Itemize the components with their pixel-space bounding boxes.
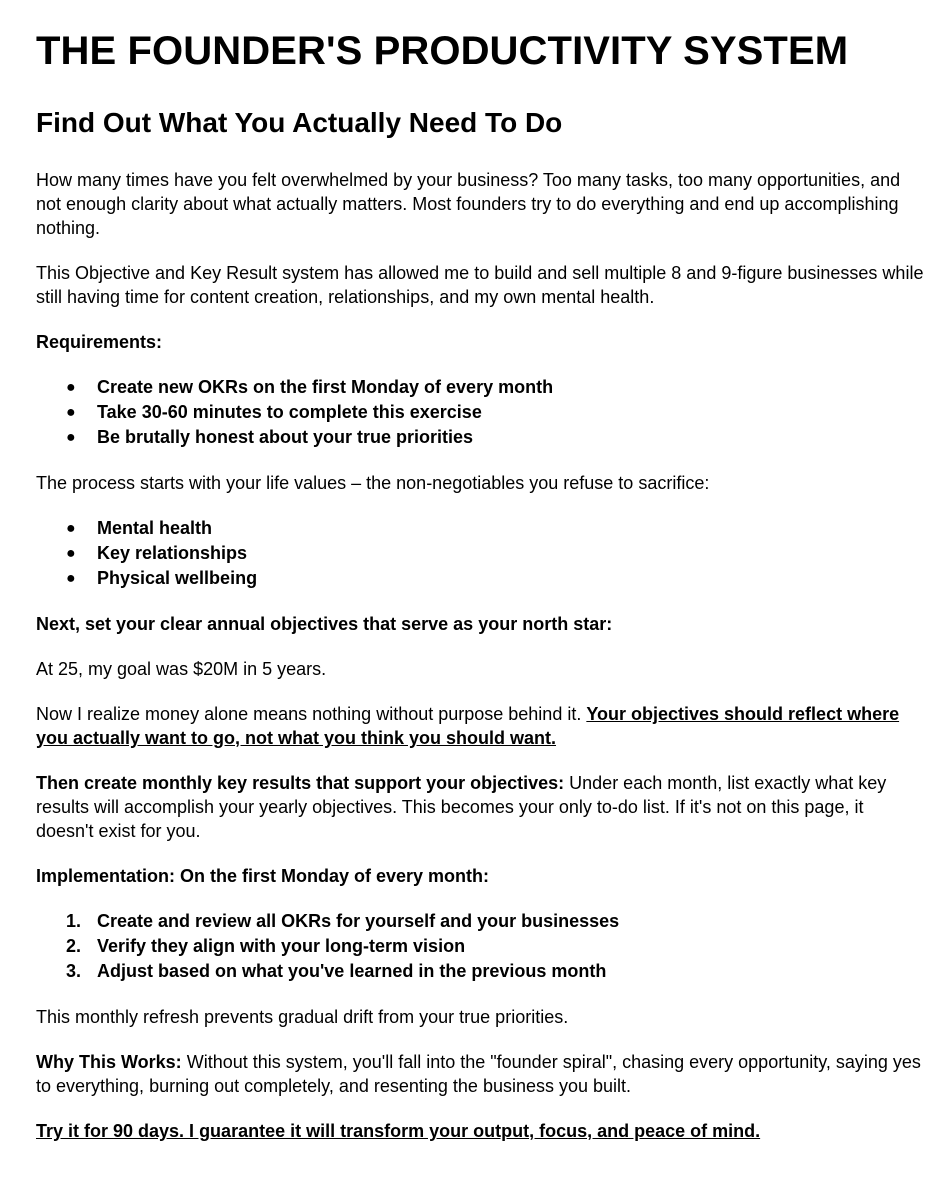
values-intro: The process starts with your life values – the non-negotiables you refuse to sacrifice:	[36, 473, 710, 493]
intro-paragraph: How many times have you felt overwhelmed by your business? Too many tasks, too many opportunities, and not enough clarity about what actually matters. Most founders try to do everything and end up accomplishing nothing.	[36, 170, 901, 238]
realize-paragraph	[36, 702, 924, 750]
monthly-plain: Under each month, list exactly what key results will accomplish your yearly objectives. This becomes your only to-do list. If it's not on this page, it doesn't exist for you.	[36, 773, 887, 841]
requirements-heading: Requirements:	[36, 332, 163, 352]
implementation-steps	[36, 909, 924, 984]
annual-heading: Next, set your clear annual objectives that serve as your north star:	[36, 614, 613, 634]
list-item	[36, 959, 924, 984]
list-item: ● Create new OKRs on the first Monday of every month	[36, 375, 924, 400]
closing-line: Try it for 90 days. I guarantee it will transform your output, focus, and peace of mind.	[36, 1121, 761, 1141]
monthly-bold: Then create monthly key results that support your objectives:	[36, 773, 565, 793]
step-number: 3.	[66, 961, 82, 981]
refresh-line: This monthly refresh prevents gradual drift from your true priorities.	[36, 1007, 569, 1027]
list-item: ● Mental health	[36, 516, 924, 541]
values-list	[36, 516, 924, 591]
step-text: Adjust based on what you've learned in the previous month	[97, 961, 607, 981]
step-text: Create and review all OKRs for yourself and your businesses	[97, 911, 620, 931]
goal-line: At 25, my goal was $20M in 5 years.	[36, 659, 327, 679]
step-number: 1.	[66, 911, 82, 931]
list-item: ● Be brutally honest about your true priorities	[36, 425, 924, 450]
why-paragraph	[36, 1050, 924, 1098]
list-item	[36, 934, 924, 959]
list-item: ● Take 30-60 minutes to complete this exercise	[36, 400, 924, 425]
requirements-list	[36, 375, 924, 450]
list-item: ● Key relationships	[36, 541, 924, 566]
list-item: ● Physical wellbeing	[36, 566, 924, 591]
okr-paragraph: This Objective and Key Result system has allowed me to build and sell multiple 8 and 9-figure businesses while still having time for content creation, relationships, and my own mental health.	[36, 263, 924, 307]
realize-plain: Now I realize money alone means nothing without purpose behind it.	[36, 704, 582, 724]
step-text: Verify they align with your long-term vision	[97, 936, 466, 956]
list-item	[36, 909, 924, 934]
document-subtitle: Find Out What You Actually Need To Do	[36, 107, 563, 138]
realize-emphasis: Your objectives should reflect where you actually want to go, not what you think you should want.	[36, 704, 900, 748]
implementation-heading: Implementation: On the first Monday of every month:	[36, 866, 490, 886]
monthly-paragraph	[36, 771, 924, 843]
why-bold: Why This Works:	[36, 1052, 182, 1072]
step-number: 2.	[66, 936, 82, 956]
document-title: THE FOUNDER'S PRODUCTIVITY SYSTEM	[36, 29, 849, 73]
why-plain: Without this system, you'll fall into the "founder spiral", chasing every opportunity, saying yes to everything, burning out completely, and resenting the business you built.	[36, 1052, 921, 1096]
